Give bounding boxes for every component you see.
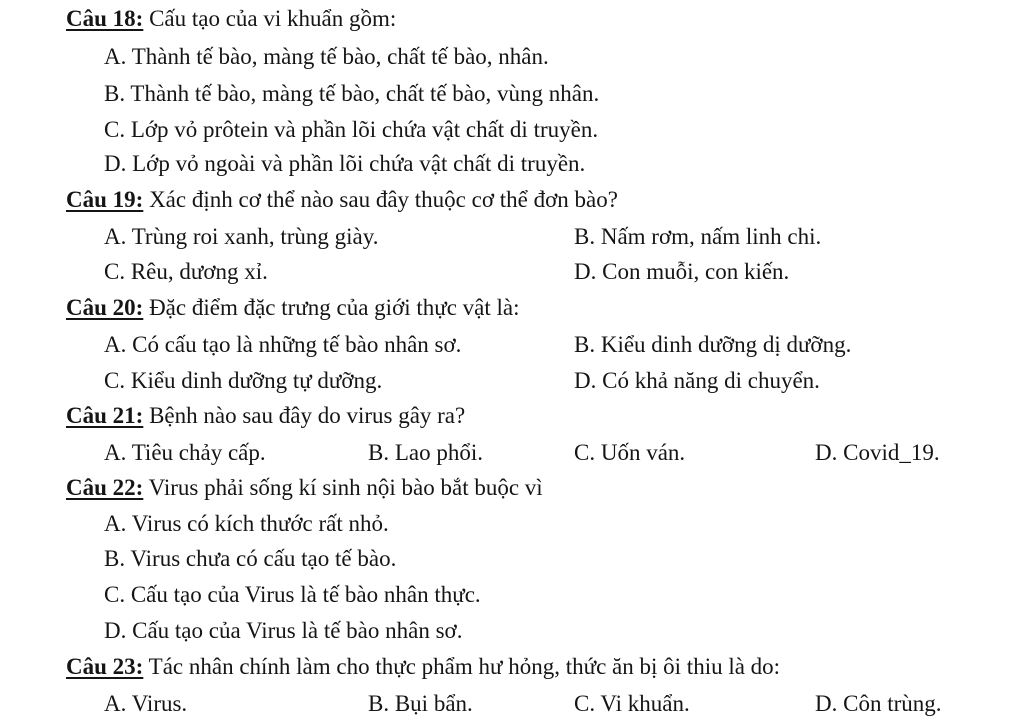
option-18-a: A. Thành tế bào, màng tế bào, chất tế bào, nhân. — [104, 44, 549, 69]
option-22-a: A. Virus có kích thước rất nhỏ. — [104, 511, 389, 536]
option-19-a: A. Trùng roi xanh, trùng giày. — [104, 224, 379, 249]
option-18-d: D. Lớp vỏ ngoài và phần lõi chứa vật chất di truyền. — [104, 151, 586, 176]
option-22-b: B. Virus chưa có cấu tạo tế bào. — [104, 546, 397, 571]
question-text: Bệnh nào sau đây do virus gây ra? — [143, 403, 466, 428]
question-20 — [66, 296, 520, 319]
option-19-b: B. Nấm rơm, nấm linh chi. — [574, 224, 822, 249]
question-text: Virus phải sống kí sinh nội bào bắt buộc vì — [143, 475, 543, 500]
option-18-c: C. Lớp vỏ prôtein và phần lõi chứa vật chất di truyền. — [104, 117, 599, 142]
question-19 — [66, 188, 618, 211]
question-18 — [66, 7, 396, 30]
option-22-d: D. Cấu tạo của Virus là tế bào nhân sơ. — [104, 618, 463, 643]
option-20-c: C. Kiểu dinh dưỡng tự dưỡng. — [104, 368, 383, 393]
option-21-b: B. Lao phổi. — [368, 440, 483, 465]
question-text: Đặc điểm đặc trưng của giới thực vật là: — [143, 295, 520, 320]
question-label: Câu 21: — [66, 403, 144, 428]
option-23-c: C. Vi khuẩn. — [574, 691, 690, 716]
question-22 — [66, 476, 543, 499]
option-19-d: D. Con muỗi, con kiến. — [574, 259, 790, 284]
question-label: Câu 22: — [66, 475, 144, 500]
question-label: Câu 20: — [66, 295, 144, 320]
option-20-d: D. Có khả năng di chuyển. — [574, 368, 820, 393]
option-21-c: C. Uốn ván. — [574, 440, 686, 465]
option-21-d: D. Covid_19. — [815, 440, 940, 465]
question-21 — [66, 404, 465, 427]
question-23 — [66, 655, 780, 678]
option-19-c: C. Rêu, dương xỉ. — [104, 259, 268, 284]
option-18-b: B. Thành tế bào, màng tế bào, chất tế bào, vùng nhân. — [104, 81, 600, 106]
option-23-b: B. Bụi bẩn. — [368, 691, 473, 716]
option-22-c: C. Cấu tạo của Virus là tế bào nhân thực. — [104, 582, 481, 607]
option-21-a: A. Tiêu chảy cấp. — [104, 440, 266, 465]
option-23-a: A. Virus. — [104, 691, 188, 716]
question-text: Tác nhân chính làm cho thực phẩm hư hỏng, thức ăn bị ôi thiu là do: — [143, 654, 781, 679]
question-label: Câu 23: — [66, 654, 144, 679]
question-text: Cấu tạo của vi khuẩn gồm: — [143, 6, 397, 31]
question-label: Câu 18: — [66, 6, 144, 31]
question-label: Câu 19: — [66, 187, 144, 212]
option-20-a: A. Có cấu tạo là những tế bào nhân sơ. — [104, 332, 462, 357]
question-text: Xác định cơ thể nào sau đây thuộc cơ thể đơn bào? — [143, 187, 618, 212]
option-23-d: D. Côn trùng. — [815, 691, 942, 716]
option-20-b: B. Kiểu dinh dưỡng dị dưỡng. — [574, 332, 852, 357]
